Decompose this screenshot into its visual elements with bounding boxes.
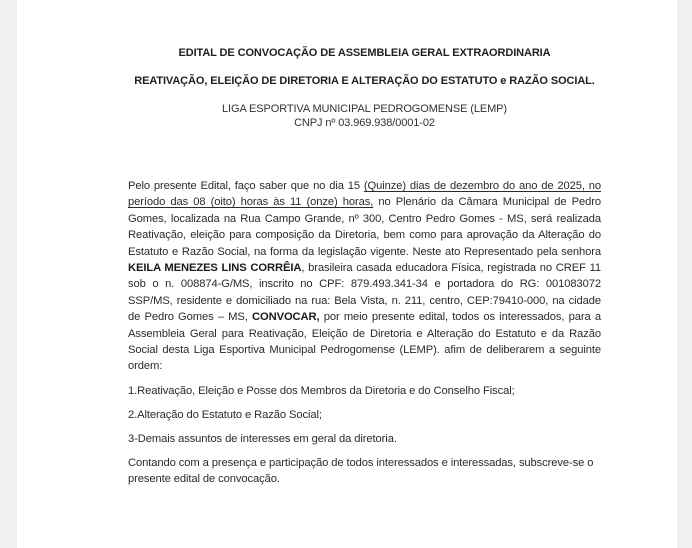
organization-name: LIGA ESPORTIVA MUNICIPAL PEDROGOMENSE (LEMP) — [222, 103, 507, 115]
body-text-convocar: CONVOCAR, — [252, 311, 320, 324]
document-subtitle: REATIVAÇÃO, ELEIÇÃO DE DIRETORIA E ALTERAÇÃO DO ESTATUTO e RAZÃO SOCIAL. — [134, 75, 595, 87]
body-text-location: no Plenário da Câmara Municipal de Pedro Gomes, localizada na Rua Campo Grande, nº 300, Centro Pedro Gomes - MS, será realizada Reativação, eleição para composição da Diretoria, bem como para aprovação da Alteração do Estatuto e Razão Social, na forma da legislação vigente. Neste ato Representado pela senhora — [128, 196, 601, 258]
document-page — [17, 0, 677, 548]
notice-body-paragraph — [128, 178, 601, 375]
body-text-date-underlined: (Quinze) dias de dezembro do ano de 2025, no período das 08 (oito) horas às 11 (onze) horas, — [128, 180, 601, 209]
agenda-item-2: 2.Alteração do Estatuto e Razão Social; — [128, 408, 322, 421]
closing-paragraph: Contando com a presença e participação de todos interessados e interessadas, subscreve-se o presente edital de convocação. — [128, 456, 594, 486]
organization-block — [128, 102, 601, 130]
body-text-representative-details: , brasileira casada educadora Física, registrada no CREF 11 sob o n. 008874-G/MS, inscrito no CPF: 879.493.341-34 e portadora do RG: 001083072 SSP/MS, residente e domiciliado na rua: Bela Vista, n. 211, centro, CEP:79410-000, na cidade de Pedro Gomes – MS, — [128, 262, 601, 324]
body-text-purpose: por meio presente edital, todos os interessados, para a Assembleia Geral para Reativação, Eleição de Diretoria e Alteração do Estatuto e da Razão Social desta Liga Esportiva Municipal Pedrogomense (LEMP). afim de deliberarem a seguinte ordem: — [128, 311, 601, 373]
document-title: EDITAL DE CONVOCAÇÃO DE ASSEMBLEIA GERAL EXTRAORDINARIA — [178, 47, 551, 59]
body-text-intro: Pelo presente Edital, faço saber que no dia 15 — [128, 180, 364, 192]
agenda-item-3: 3-Demais assuntos de interesses em geral da diretoria. — [128, 432, 397, 445]
agenda-item-1: 1.Reativação, Eleição e Posse dos Membros da Diretoria e do Conselho Fiscal; — [128, 384, 515, 397]
organization-cnpj: CNPJ nº 03.969.938/0001-02 — [294, 117, 435, 129]
document-content — [128, 47, 601, 488]
representative-name: KEILA MENEZES LINS CORRÊIA — [128, 262, 302, 275]
